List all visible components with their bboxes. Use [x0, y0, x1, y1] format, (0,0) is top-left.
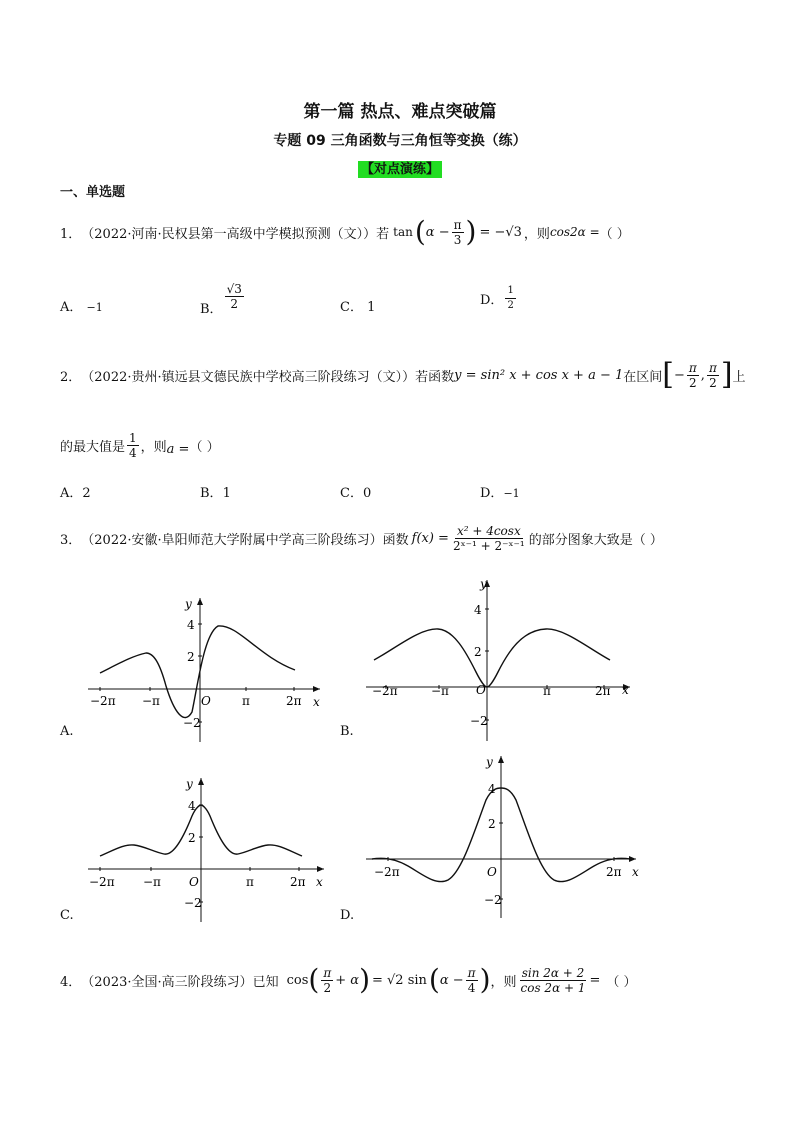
x-tick-label: −2π	[374, 865, 400, 879]
question-source: （2023·全国·高三阶段练习）已知	[81, 974, 279, 990]
expr-alpha: α −	[425, 224, 450, 240]
x-tick-label: −π	[142, 694, 160, 708]
x-tick-label: −π	[143, 875, 161, 889]
expr-equals: =	[589, 972, 601, 988]
origin-label: O	[487, 865, 497, 879]
y-tick-label: −2	[183, 716, 201, 730]
ratio-numerator: sin 2α + 2	[521, 965, 585, 980]
function-expr: y = sin² x + cos x + a − 1	[454, 367, 624, 383]
q1-option-a[interactable]	[60, 296, 103, 315]
answer-paren: （ ）	[606, 974, 637, 990]
x-tick-label: 2π	[606, 865, 622, 879]
question-1: 1． （2022·河南·民权县第一高级中学模拟预测（文））若 tan ( α − $\frac{\pi}{3}$ ) = −√3 ，则 cos2α = （ ）	[60, 215, 630, 248]
q2-option-d[interactable]	[480, 482, 520, 501]
option-value: −1	[503, 487, 520, 500]
y-tick-label: −2	[470, 714, 488, 728]
expr-cos: cos	[286, 972, 309, 988]
question-number: 2．	[60, 369, 82, 385]
y-tick-label: 2	[488, 817, 496, 831]
frac-den: 4	[467, 980, 476, 995]
y-axis-label: y	[486, 755, 493, 769]
ratio-denominator: cos 2α + 1	[520, 980, 586, 995]
x-tick-label: π	[242, 694, 250, 708]
origin-label: O	[476, 683, 486, 697]
function-numerator: x² + 4cosx	[456, 523, 521, 538]
question-source: （2022·河南·民权县第一高级中学模拟预测（文））若	[81, 226, 390, 242]
question-2-line2	[60, 428, 220, 462]
question-3	[60, 518, 663, 558]
x-axis-label: x	[622, 683, 629, 697]
interval-a-den: 2	[689, 375, 697, 390]
y-tick-label: −2	[184, 896, 202, 910]
answer-paren: （ ）	[189, 439, 220, 455]
max-frac-num: 1	[129, 430, 137, 445]
y-tick-label: 4	[474, 603, 482, 617]
option-label: C．	[340, 486, 363, 501]
x-tick-label: 2π	[286, 694, 302, 708]
option-value: 1	[367, 300, 376, 315]
interval-b-den: 2	[709, 375, 717, 390]
option-label: D．	[480, 293, 504, 308]
question-source: （2022·贵州·镇远县文德民族中学校高三阶段练习（文））若函数	[81, 369, 455, 385]
graph-a-label: A.	[60, 724, 74, 739]
interval-b-num: π	[708, 360, 717, 375]
graph-c[interactable]	[88, 774, 333, 924]
answer-paren: （ ）	[599, 226, 630, 242]
y-tick-label: −2	[484, 893, 502, 907]
frac-num: π	[453, 217, 462, 232]
function-denominator: 2ˣ⁻¹ + 2⁻ˣ⁻¹	[452, 538, 525, 553]
y-tick-label: 2	[188, 831, 196, 845]
origin-label: O	[189, 875, 199, 889]
x-axis-label: x	[313, 695, 320, 709]
question-text: 的最大值是	[60, 439, 126, 455]
x-tick-label: −2π	[372, 684, 398, 698]
practice-badge: 【对点演练】	[358, 161, 442, 178]
expr-alpha-minus: α −	[439, 972, 464, 988]
question-number: 1．	[60, 226, 82, 242]
y-tick-label: 2	[187, 650, 195, 664]
expr-tan: tan	[393, 225, 413, 239]
origin-label: O	[201, 694, 211, 708]
expr-eq: = √2 sin	[372, 972, 427, 988]
section-heading-single-choice: 一、单选题	[60, 185, 126, 200]
y-axis-label: y	[480, 577, 487, 591]
graph-d-label: D.	[340, 908, 355, 923]
question-mid: ，则	[490, 974, 517, 990]
expr-right: = −√3	[479, 224, 522, 240]
option-label: B．	[200, 486, 223, 501]
x-tick-label: −2π	[90, 694, 116, 708]
x-tick-label: −2π	[89, 875, 115, 889]
y-tick-label: 4	[187, 618, 195, 632]
question-tail: 的部分图象大致是（ ）	[528, 532, 663, 548]
question-source: （2022·安徽·阜阳师范大学附属中学高三阶段练习）函数	[81, 532, 409, 548]
y-axis-label: y	[186, 777, 193, 791]
x-axis-label: x	[316, 875, 323, 889]
question-mid: 在区间	[623, 369, 663, 385]
question-expr: a =	[166, 441, 190, 457]
expr-plus-alpha: + α	[335, 972, 360, 988]
page-title: 第一篇 热点、难点突破篇	[303, 102, 497, 122]
y-axis-label: y	[185, 597, 192, 611]
interval-a-num: π	[688, 360, 697, 375]
question-4: 4． （2023·全国·高三阶段练习）已知 cos ( $\frac{\pi}{2}$ + α ) = √2 sin ( α − $\frac{\pi}{4}$ ) ，则 $\frac{\sin 2\alpha + 2}{\cos 2\alpha + 1}$ = （ ）	[60, 963, 637, 996]
y-tick-label: 2	[474, 645, 482, 659]
q2-option-c[interactable]	[340, 482, 371, 501]
question-expr: cos2α =	[549, 225, 600, 239]
y-tick-label: 4	[488, 782, 496, 796]
max-frac-den: 4	[129, 445, 137, 460]
option-label: A．	[60, 300, 83, 315]
question-tail: ，则	[523, 226, 550, 242]
question-end: 上	[732, 369, 746, 385]
option-frac-num: √3	[226, 282, 242, 296]
q2-option-a[interactable]	[60, 482, 91, 501]
x-tick-label: 2π	[595, 684, 611, 698]
question-number: 3．	[60, 532, 82, 548]
frac-den: 2	[323, 980, 332, 995]
q1-option-c[interactable]	[340, 296, 375, 315]
option-label: C．	[340, 300, 363, 315]
question-2: 2． （2022·贵州·镇远县文德民族中学校高三阶段练习（文））若函数 y = sin² x + cos x + a − 1 在区间 [ − $\frac{\pi}{2}$ , $\frac{\pi}{2}$ ] 上	[60, 357, 746, 392]
q1-option-d[interactable]	[480, 284, 518, 313]
frac-den: 3	[453, 232, 462, 247]
q1-option-b[interactable]	[200, 276, 246, 317]
frac-num: π	[323, 965, 332, 980]
option-frac-num: 1	[505, 284, 515, 299]
y-tick-label: 4	[188, 799, 196, 813]
page-subtitle: 专题 09 三角函数与三角恒等变换（练）	[273, 133, 527, 149]
function-name: f(x) =	[411, 530, 449, 546]
option-frac-den: 2	[507, 300, 514, 311]
x-tick-label: −π	[431, 684, 449, 698]
frac-num: π	[467, 965, 476, 980]
option-label: D．	[480, 486, 504, 501]
graph-b-label: B.	[340, 724, 354, 739]
question-number: 4．	[60, 974, 82, 990]
question-text: ，则	[140, 439, 167, 455]
x-tick-label: 2π	[290, 875, 306, 889]
graph-a[interactable]	[88, 594, 328, 744]
graph-c-label: C.	[60, 908, 74, 923]
option-frac-den: 2	[230, 297, 239, 311]
option-label: A．	[60, 486, 83, 501]
x-tick-label: π	[543, 684, 551, 698]
x-axis-label: x	[632, 865, 639, 879]
option-label: B．	[200, 302, 223, 317]
graph-b[interactable]	[366, 576, 636, 746]
option-value: −1	[86, 301, 103, 314]
option-value: 1	[222, 486, 231, 501]
graph-d[interactable]	[366, 752, 646, 922]
x-tick-label: π	[246, 875, 254, 889]
option-value: 0	[362, 486, 372, 501]
q2-option-b[interactable]	[200, 482, 231, 501]
option-value: 2	[82, 486, 91, 501]
